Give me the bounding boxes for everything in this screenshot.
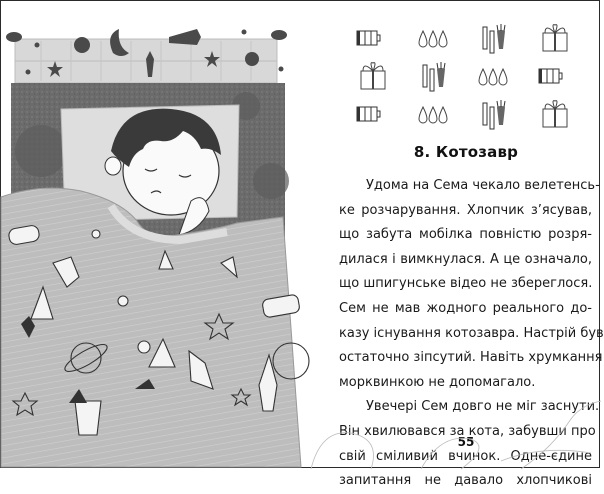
drops-icon [473,63,513,91]
battery-icon [353,101,393,129]
text-line: Він хвилювався за кота, забувши про [339,423,596,439]
text-line: остаточно зіпсутий. Навіть хрумкання [339,350,603,366]
drops-icon [413,101,453,129]
text-line: що забута мобілка повністю розря- [339,227,592,243]
drops-icon [413,25,453,53]
text-line: Удома на Сема чекало велетенсь- [366,178,600,193]
text-line: ке розчарування. Хлопчик з’ясував, [339,202,592,218]
gift-icon [353,59,393,93]
planet-icon [245,52,259,66]
chapter-name: Котозавр [435,143,519,161]
text-line: що шпигунське відео не збереглося. [339,276,593,292]
text-line: запитання не давало хлопчикові [339,473,592,489]
headboard [6,29,287,83]
gift-icon [535,97,575,131]
bedtime-illustration [1,1,301,467]
text-line: морквинкою не допомагало. [339,374,536,390]
paragraph [339,174,604,395]
text-line: Сем не мав жодного реального до- [339,300,592,316]
rocket-icon [169,29,201,45]
page-number: 55 [457,435,475,449]
planet-icon [74,37,90,53]
chapter-number: 8. [413,143,431,161]
pencils-carrot-icon [473,21,513,55]
text-column [331,1,604,489]
battery-icon [535,63,575,91]
text-line: Увечері Сем довго не міг заснути. [366,399,600,415]
chapter-title [331,143,601,161]
gift-icon [535,21,575,55]
battery-icon [353,25,393,53]
text-line: дилася і вимкнулася. А це означало, [339,251,592,267]
icon-puzzle-grid [347,21,587,131]
pencils-carrot-icon [413,59,453,93]
text-line: свій сміливий вчинок. Одне-єдине [339,448,592,464]
pencils-carrot-icon [473,97,513,131]
text-line: казу існування котозавра. Настрій був [339,325,604,341]
